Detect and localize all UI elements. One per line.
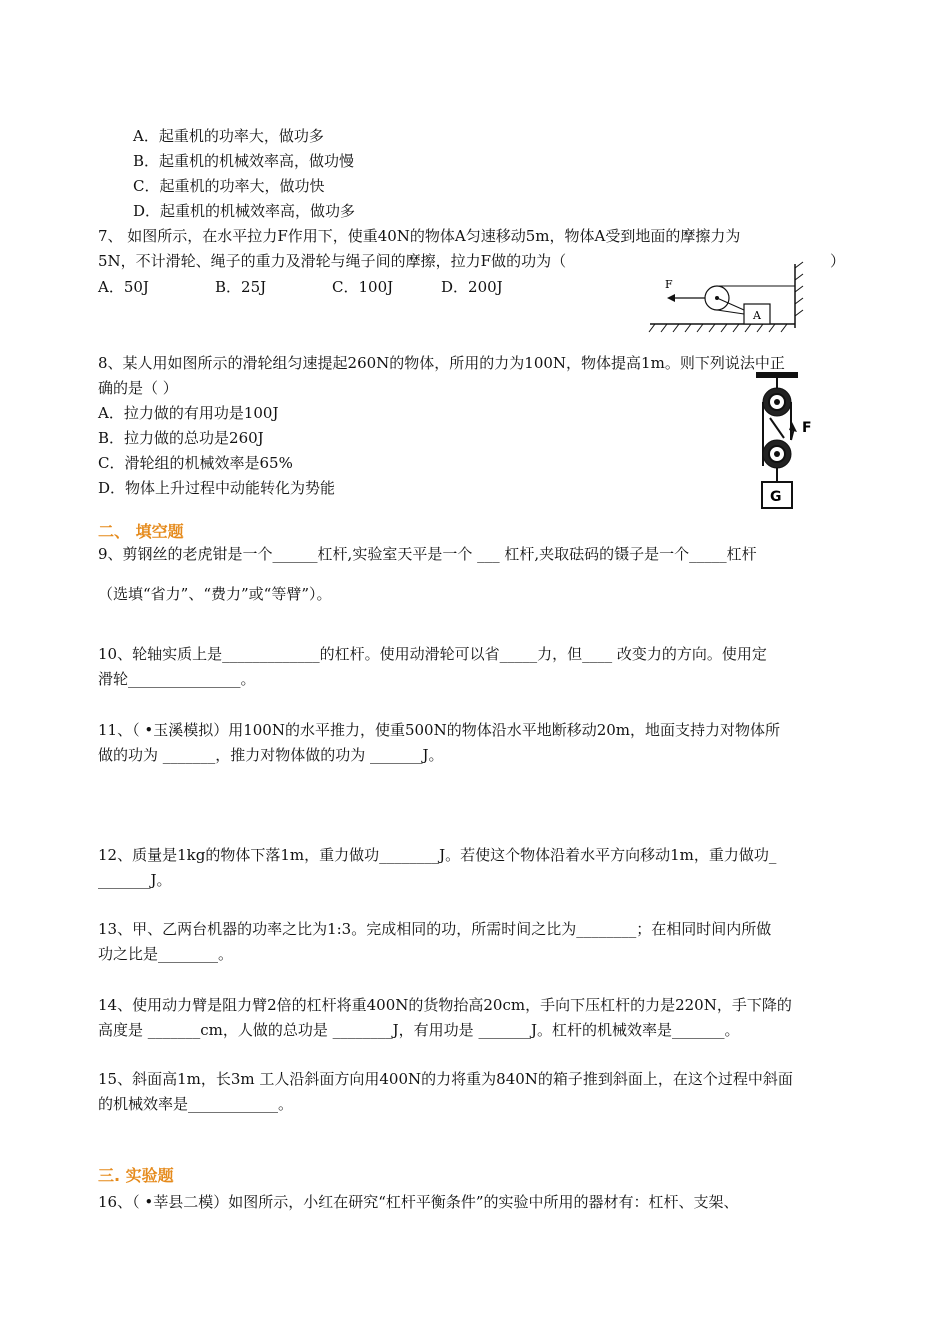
q6-option-c: C．起重机的功率大，做功快	[133, 177, 325, 195]
q10-line2: 滑轮_______________。	[98, 670, 256, 688]
q11-line2: 做的功为 _______，推力对物体做的功为 _______J。	[98, 746, 444, 764]
q8-option-b: B．拉力做的总功是260J	[98, 429, 264, 447]
q13-line1: 13、甲、乙两台机器的功率之比为1:3。完成相同的功，所需时间之比为________；在相同时间内所做	[98, 920, 772, 938]
q7-stem-line1: 7、 如图所示，在水平拉力F作用下，使重40N的物体A匀速移动5m，物体A受到地面的摩擦力为	[98, 227, 741, 245]
q6-option-d: D．起重机的机械效率高，做功多	[133, 202, 356, 220]
q15-line2: 的机械效率是____________。	[98, 1095, 294, 1113]
q15-line1: 15、斜面高1m，长3m 工人沿斜面方向用400N的力将重为840N的箱子推到斜面上，在这个过程中斜面	[98, 1070, 793, 1088]
q8-fig-label-g: G	[770, 489, 782, 505]
q6-option-b: B．起重机的机械效率高，做功慢	[133, 152, 355, 170]
section-experiment-title: 三. 实验题	[98, 1166, 174, 1185]
q16-line1: 16、（ •莘县二模）如图所示，小红在研究“杠杆平衡条件”的实验中所用的器材有：杠杆、支架、	[98, 1193, 739, 1211]
q7-stem-line2: 5N，不计滑轮、绳子的重力及滑轮与绳子间的摩擦，拉力F做的功为（	[98, 252, 567, 270]
q9-line2: （选填“省力”、“费力”或“等臂”）。	[98, 585, 332, 603]
q7-fig-label-a: A	[753, 309, 761, 322]
q7-option-a: A．50J	[98, 278, 149, 296]
q8-fig-label-f: F	[802, 420, 812, 436]
q8-pulley-block-figure	[750, 368, 830, 514]
q13-line2: 功之比是________。	[98, 945, 234, 963]
q10-line1: 10、轮轴实质上是_____________的杠杆。使用动滑轮可以省_____力，但____ 改变力的方向。使用定	[98, 645, 767, 663]
q14-line1: 14、使用动力臂是阻力臂2倍的杠杆将重400N的货物抬高20cm，手向下压杠杆的力是220N，手下降的	[98, 996, 792, 1014]
q8-stem-line1: 8、某人用如图所示的滑轮组匀速提起260N的物体，所用的力为100N，物体提高1m。则下列说法中正	[98, 354, 785, 372]
q8-option-c: C．滑轮组的机械效率是65%	[98, 454, 293, 472]
q14-line2: 高度是 _______cm，人做的总功是 ________J，有用功是 _______J。杠杆的机械效率是_______。	[98, 1021, 740, 1039]
q7-option-c: C．100J	[332, 278, 394, 296]
q11-line1: 11、（ •玉溪模拟）用100N的水平推力，使重500N的物体沿水平地断移动20m，地面支持力对物体所	[98, 721, 781, 739]
q8-option-d: D．物体上升过程中动能转化为势能	[98, 479, 336, 497]
q8-stem-line2: 确的是（ ）	[98, 379, 178, 397]
q7-option-d: D．200J	[441, 278, 503, 296]
q7-pulley-figure	[645, 258, 815, 338]
q6-option-a: A．起重机的功率大，做功多	[133, 127, 324, 145]
section-fill-in-title: 二、 填空题	[98, 522, 184, 541]
q12-line2: _______J。	[98, 871, 172, 889]
q7-fig-label-f: F	[665, 278, 673, 291]
q9-line1: 9、剪钢丝的老虎钳是一个______杠杆,实验室天平是一个 ___ 杠杆,夹取砝码的镊子是一个_____杠杆	[98, 545, 757, 563]
q12-line1: 12、质量是1kg的物体下落1m，重力做功________J。若使这个物体沿着水平方向移动1m，重力做功_	[98, 846, 777, 864]
q8-option-a: A．拉力做的有用功是100J	[98, 404, 279, 422]
q7-close-paren: ）	[830, 252, 846, 270]
q7-option-b: B．25J	[215, 278, 267, 296]
